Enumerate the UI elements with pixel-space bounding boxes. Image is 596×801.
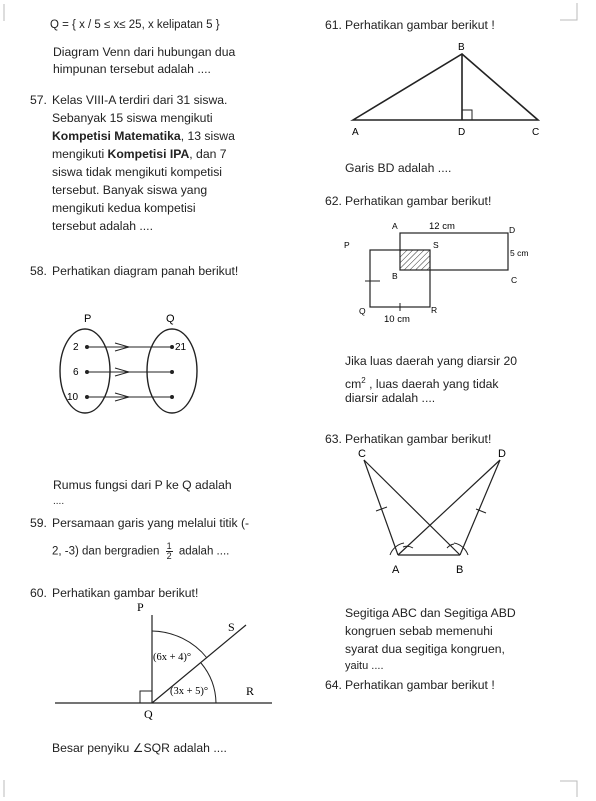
p-dot — [85, 395, 89, 399]
q63-question-line-4: yaitu .... — [345, 660, 384, 672]
label-p: P — [344, 240, 350, 250]
angle-label-lower: (3x + 5)° — [170, 686, 209, 697]
q57-line-6: tersebut. Banyak siswa yang — [52, 183, 208, 197]
corner-mark-top-left — [3, 3, 21, 21]
q57-line-4: mengikuti Kompetisi IPA, dan 7 — [52, 147, 227, 161]
q57-line-3: Kompetisi Matematika, 13 siswa — [52, 129, 235, 143]
q64-text: Perhatikan gambar berikut ! — [345, 678, 495, 692]
label-q: Q — [359, 306, 366, 316]
vertex-c-label: C — [532, 127, 540, 138]
q61-number: 61. — [325, 18, 342, 32]
point-s-label: S — [228, 620, 235, 634]
q60-question: Besar penyiku ∠SQR adalah .... — [52, 741, 227, 755]
point-q-label: Q — [144, 707, 153, 721]
q59-line-1: Persamaan garis yang melalui titik (- — [52, 516, 250, 530]
vertex-a-label: A — [352, 127, 359, 138]
corner-mark-bottom-right — [560, 780, 578, 798]
q63-question-line-3: syarat dua segitiga kongruen, — [345, 642, 505, 656]
side-ac — [364, 460, 398, 555]
dim-right: 5 cm — [510, 248, 529, 258]
venn-question-line-2: himpunan tersebut adalah .... — [53, 62, 211, 76]
q60-number: 60. — [30, 586, 47, 600]
point-p-label: P — [137, 600, 144, 614]
p-dot — [85, 345, 89, 349]
label-d: D — [509, 225, 516, 235]
q62-number: 62. — [325, 194, 342, 208]
q58-question-line-2: .... — [53, 496, 65, 507]
corner-mark-bottom-left — [3, 780, 21, 798]
q-dot — [170, 370, 174, 374]
vertex-d-label: D — [498, 448, 506, 460]
q-dot — [170, 345, 174, 349]
q57-line-7: mengikuti kedua kompetisi — [52, 201, 196, 215]
venn-question-line-1: Diagram Venn dari hubungan dua — [53, 45, 236, 59]
label-s: S — [433, 240, 439, 250]
angle-arc-a-inner — [403, 546, 413, 548]
q60-text: Perhatikan gambar berikut! — [52, 586, 199, 600]
q61-question: Garis BD adalah .... — [345, 161, 452, 175]
q62-text: Perhatikan gambar berikut! — [345, 194, 492, 208]
dim-bottom: 10 cm — [384, 314, 410, 325]
q62-question-line-3: diarsir adalah .... — [345, 391, 436, 405]
angle-label-upper: (6x + 4)° — [153, 652, 192, 663]
triangle-abc — [353, 54, 538, 120]
angle-figure — [50, 597, 300, 722]
set-definition: Q = { x / 5 ≤ x≤ 25, x kelipatan 5 } — [50, 19, 220, 31]
rectangle-area-figure — [340, 215, 550, 330]
q63-number: 63. — [325, 432, 342, 446]
congruent-triangles-figure — [340, 445, 550, 580]
side-ad — [398, 460, 500, 555]
q58-question-line-1: Rumus fungsi dari P ke Q adalah — [53, 478, 232, 492]
p-item: 10 — [67, 392, 79, 403]
q57-bold-ipa: Kompetisi IPA — [107, 147, 190, 161]
q62-question-line-1: Jika luas daerah yang diarsir 20 — [345, 354, 518, 368]
label-r: R — [431, 305, 438, 315]
label-c: C — [511, 275, 518, 285]
label-b: B — [392, 271, 398, 281]
q57-line-2: Sebanyak 15 siswa mengikuti — [52, 111, 213, 125]
set-p-label: P — [84, 313, 92, 325]
set-q-label: Q — [166, 313, 175, 325]
q57-line-8: tersebut adalah .... — [52, 219, 153, 233]
vertex-b-label: B — [456, 564, 464, 576]
q-item: 21 — [175, 342, 187, 353]
gradient-fraction: $\frac{1}{2}$ — [166, 541, 172, 561]
q64-number: 64. — [325, 678, 342, 692]
p-item: 2 — [73, 342, 79, 353]
point-r-label: R — [246, 684, 255, 698]
dim-top: 12 cm — [429, 221, 455, 232]
q62-question-line-2: $cm^2$ , luas daerah yang tidak — [345, 376, 499, 392]
q59-line-2: 2, -3) dan bergradien $\frac{1}{2}$ adalah .... — [52, 541, 230, 561]
vertex-a-label: A — [392, 564, 400, 576]
corner-mark-top-right — [560, 3, 578, 21]
side-bc — [364, 460, 460, 555]
right-angle-mark — [140, 691, 152, 703]
vertex-b-label: B — [458, 42, 465, 53]
q57-number: 57. — [30, 93, 47, 107]
label-a: A — [392, 221, 398, 231]
q63-text: Perhatikan gambar berikut! — [345, 432, 492, 446]
shaded-region — [400, 250, 430, 270]
q57-line-1: Kelas VIII-A terdiri dari 31 siswa. — [52, 93, 228, 107]
q57-line-5: siswa tidak mengikuti kompetisi — [52, 165, 223, 179]
q-dot — [170, 395, 174, 399]
triangle-figure — [348, 40, 548, 145]
q57-bold-math: Kompetisi Matematika — [52, 129, 181, 143]
q63-question-line-2: kongruen sebab memenuhi — [345, 624, 493, 638]
q58-text: Perhatikan diagram panah berikut! — [52, 264, 239, 278]
p-dot — [85, 370, 89, 374]
right-angle-mark — [462, 110, 472, 120]
q58-number: 58. — [30, 264, 47, 278]
q63-question-line-1: Segitiga ABC dan Segitiga ABD — [345, 606, 516, 620]
q59-number: 59. — [30, 516, 47, 530]
vertex-c-label: C — [358, 448, 366, 460]
point-d-label: D — [458, 127, 466, 138]
p-item: 6 — [73, 367, 79, 378]
side-bd — [460, 460, 500, 555]
q61-text: Perhatikan gambar berikut ! — [345, 18, 495, 32]
arrow-diagram — [55, 305, 215, 415]
angle-arc-lower — [201, 663, 216, 703]
